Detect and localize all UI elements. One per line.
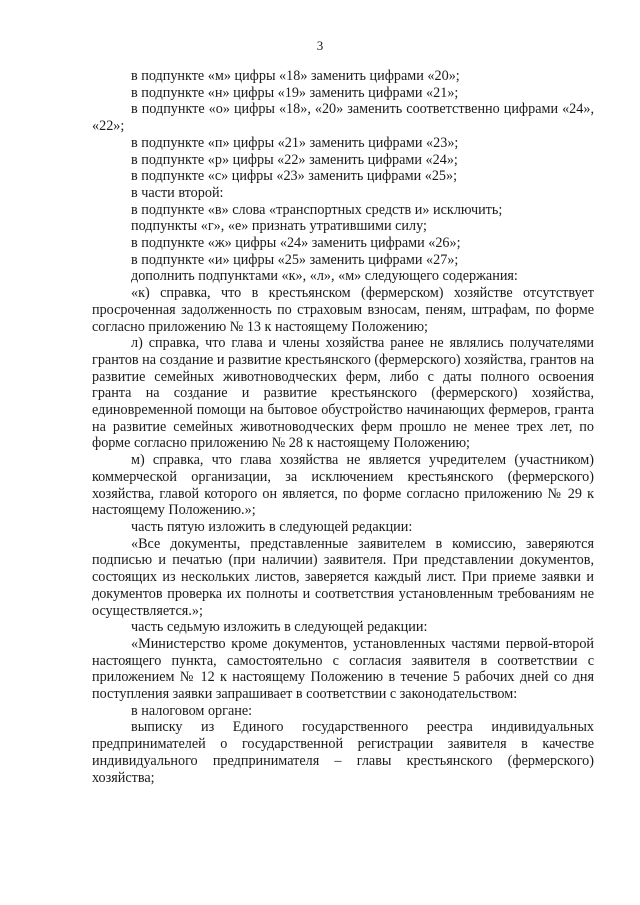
paragraph: часть седьмую изложить в следующей редакции:	[131, 619, 428, 636]
paragraph: «к) справка, что в крестьянском (фермерском) хозяйстве отсутствует просроченная задолженность по страховым взносам, пеням, штрафам, по форме согласно приложению № 13 к настоящему Положению;	[92, 285, 594, 335]
paragraph: м) справка, что глава хозяйства не является учредителем (участником) коммерческой организации, за исключением крестьянского (фермерского) хозяйства, главой которого он является, по форме согласно приложению № 29 к настоящему Положению.»;	[92, 452, 594, 519]
paragraph: л) справка, что глава и члены хозяйства ранее не являлись получателями грантов на создание и развитие крестьянского (фермерского) хозяйства, грантов на развитие семейных животноводческих ферм, либо с даты полного освоения гранта на создание и развитие крестьянского (фермерского) хозяйства, единовременной помощи на бытовое обустройство начинающих фермеров, гранта на развитие семейных животноводческих ферм прошло не менее трех лет, по форме согласно приложению № 28 к настоящему Положению;	[92, 335, 594, 452]
paragraph: «Министерство кроме документов, установленных частями первой-второй настоящего пункта, самостоятельно с согласия заявителя в соответствии с приложением № 12 к настоящему Положению в течение 5 рабочих дней со дня поступления заявки запрашивает в соответствии с законодательством:	[92, 635, 594, 703]
paragraph: в подпункте «и» цифры «25» заменить цифрами «27»;	[131, 251, 459, 268]
page-number: 3	[316, 38, 324, 53]
paragraph: часть пятую изложить в следующей редакции:	[131, 518, 413, 535]
paragraph: в налоговом органе:	[131, 702, 253, 719]
paragraph: подпункты «г», «е» признать утратившими силу;	[131, 218, 427, 235]
paragraph: в подпункте «с» цифры «23» заменить цифрами «25»;	[131, 168, 458, 185]
paragraph: выписку из Единого государственного реестра индивидуальных предпринимателей о государственной регистрации заявителя в качестве индивидуального предпринимателя – главы крестьянского (фермерского) хозяйства;	[92, 719, 594, 786]
paragraph: в подпункте «п» цифры «21» заменить цифрами «23»;	[131, 134, 459, 151]
paragraph: в подпункте «ж» цифры «24» заменить цифрами «26»;	[131, 235, 461, 252]
paragraph: в подпункте «в» слова «транспортных средств и» исключить;	[131, 201, 503, 218]
paragraph: «Все документы, представленные заявителем в комиссию, заверяются подписью и печатью (при наличии) заявителя. При представлении документов, состоящих из нескольких листов, заверяется каждый лист. При приеме заявки и документов проверка их полноты и соответствия установленным требованиям не осуществляется.»;	[92, 535, 594, 619]
paragraph: в подпункте «р» цифры «22» заменить цифрами «24»;	[131, 151, 458, 168]
paragraph: в подпункте «о» цифры «18», «20» заменить соответственно цифрами «24», «22»;	[92, 101, 594, 135]
paragraph: дополнить подпунктами «к», «л», «м» следующего содержания:	[131, 268, 518, 285]
paragraph: в подпункте «н» цифры «19» заменить цифрами «21»;	[131, 84, 459, 101]
document-body	[92, 68, 594, 786]
paragraph: в части второй:	[131, 184, 224, 201]
paragraph: в подпункте «м» цифры «18» заменить цифрами «20»;	[131, 68, 460, 84]
